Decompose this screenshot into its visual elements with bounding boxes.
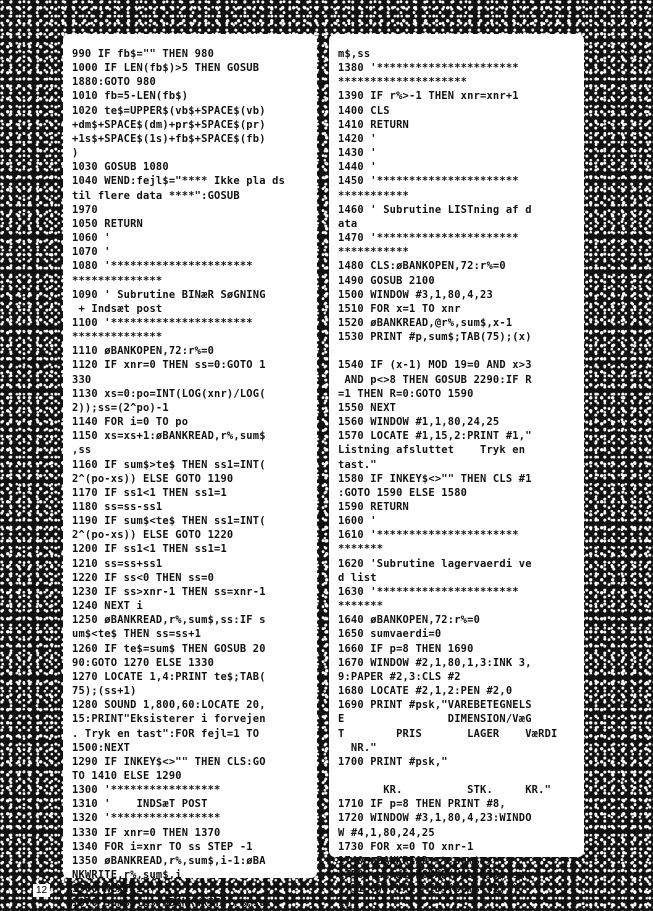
code-line: 2^(po-xs)) ELSE GOTO 1220 [72,529,234,542]
code-line: =1 THEN R=0:GOTO 1590 [338,387,474,400]
code-line: 1200 IF ss1<1 THEN ss1=1 [72,543,227,556]
code-line: :GOTO 1590 ELSE 1580 [338,486,468,499]
code-line: 1040 WEND:fejl$="**** Ikke pla ds [72,175,286,188]
code-line: 1110 øBANKOPEN,72:r%=0 [72,345,215,358]
code-line: um$<te$ THEN ss=ss+1 [72,628,202,641]
code-line: 1300 '***************** [72,784,221,797]
code-line: 1030 GOSUB 1080 [72,161,169,174]
code-line: AND p<>8 THEN GOSUB 2290:IF R [338,373,532,386]
code-line: 1240 NEXT i [72,600,144,613]
code-line: 1180 ss=ss-ss1 [72,501,163,513]
code-line: 990 IF fb$="" THEN 980 [72,48,215,60]
code-line: 1190 IF sum$<te$ THEN ss1=INT( [72,515,266,528]
code-line: 1620 'Subrutine lagervaerdi ve [338,557,532,570]
code-line: 1150 xs=xs+1:øBANKREAD,r%,sum$ [72,430,266,443]
code-line: 1340 FOR i=xnr TO ss STEP -1 [72,840,253,853]
right-code-listing [338,47,576,911]
code-line: 1070 ' [72,246,111,259]
code-line: *********** [338,246,410,259]
code-line: 1500 WINDOW #3,1,80,4,23 [338,288,493,301]
code-line: ******* [338,543,384,556]
code-line: 1560 WINDOW #1,1,80,24,25 [338,416,500,429]
code-line: 1290 IF INKEY$<>"" THEN CLS:GO [72,755,266,768]
code-line: 1530 PRINT #p,sum$;TAB(75);(x) [338,331,532,344]
code-line: 1570 LOCATE #1,15,2:PRINT #1," [338,430,532,443]
code-line: 1510 FOR x=1 TO xnr [338,302,461,315]
code-line: T PRIS LAGER VæRDI [338,727,558,740]
code-line: 1880:GOTO 980 [72,76,156,89]
code-line: 1330 IF xnr=0 THEN 1370 [72,826,221,839]
code-line: 1690 PRINT #psk,"VAREBETEGNELS [338,699,532,712]
code-line: . Tryk en tast":FOR fejl=1 TO [72,727,260,740]
code-line: 1380 '********************** [338,62,519,75]
code-line: 1410 RETURN [338,118,410,131]
code-line: ,ss [72,444,92,457]
code-line: 1430 ' [338,147,377,160]
code-line: 1720 WINDOW #3,1,80,4,23:WINDO [338,812,532,825]
code-line: 1090 ' Subrutine BINæR SøGNING [72,288,266,301]
code-line: 1260 IF te$=sum$ THEN GOSUB 20 [72,642,266,655]
code-line: $,51,8))*VAL(MID$(sum$,61,5)), [338,883,532,896]
code-line: 2^(po-xs)) ELSE GOTO 1190 [72,472,234,485]
code-line: 1050 RETURN [72,217,144,230]
code-line: 1650 sumvaerdi=0 [338,628,442,641]
code-line: 1600 ' [338,515,377,528]
code-line: ******* [338,600,384,613]
code-line: 1350 øBANKREAD,r%,sum$,i-1:øBA [72,854,266,867]
code-line: 1610 '********************** [338,529,519,542]
code-line: 1710 IF p=8 THEN PRINT #8, [338,798,506,811]
code-line: 1000 IF LEN(fb$)>5 THEN GOSUB [72,62,260,75]
code-line: ******************** [338,76,468,89]
code-line: 1210 ss=ss+ss1 [72,557,163,570]
code-line: 75);(ss+1) [72,685,137,698]
code-line: ata [338,217,358,230]
code-line: 1360 NEXT i [72,883,144,896]
code-line: 330 [72,373,92,386]
code-line: 1130 xs=0:po=INT(LOG(xnr)/LOG( [72,387,266,400]
code-line: 1480 CLS:øBANKOPEN,72:r%=0 [338,260,506,273]
code-line: 1270 LOCATE 1,4:PRINT te$;TAB( [72,670,266,683]
code-line: 1590 RETURN [338,501,410,513]
code-line: +1s$+SPACE$(1s)+fb$+SPACE$(fb) [72,132,266,145]
code-line: + Indsæt post [72,302,163,315]
code-line: 1140 FOR i=0 TO po [72,416,189,429]
code-line: d list [338,571,377,584]
code-line: 1500:NEXT [72,741,131,754]
code-line: 1540 IF (x-1) MOD 19=0 AND x>3 [338,359,532,372]
code-line: 1370 sum$=te$:øBANKWRITE,r%,su [72,897,266,910]
code-line: 2));ss=(2^po)-1 [72,401,169,414]
code-line: 15:PRINT"Eksisterer i forvejen [72,713,266,726]
code-line: 1220 IF ss<0 THEN ss=0 [72,571,215,584]
code-line: KR. STK. KR." [338,784,552,797]
code-line: +dm$+SPACE$(dm)+pr$+SPACE$(pr) [72,118,266,131]
code-line: 1970 [72,203,98,216]
code-line: 1160 IF sum$>te$ THEN ss1=INT( [72,458,266,471]
code-line: 1550 NEXT [338,401,397,414]
code-line: 1420 ' [338,132,377,145]
left-code-listing [72,47,309,911]
code-line: 1020 te$=UPPER$(vb$+SPACE$(vb) [72,104,266,117]
code-line: NKWRITE,r%,sum$,i [72,869,182,882]
code-line: 1490 GOSUB 2100 [338,274,435,287]
code-line: 1630 '********************** [338,585,519,598]
code-line: 1680 LOCATE #2,1,2:PEN #2,0 [338,685,513,698]
code-line: ************** [72,331,163,344]
code-line: 90:GOTO 1270 ELSE 1330 [72,656,215,669]
code-line: til flere data ****":GOSUB [72,189,240,202]
code-line: m$,ss [338,48,371,60]
code-line: E DIMENSION/VæG [338,713,532,726]
code-line: 1280 SOUND 1,800,60:LOCATE 20, [72,699,266,712]
page-number: 12 [33,884,50,897]
code-line: *********** [338,189,410,202]
code-line: 1730 FOR x=0 TO xnr-1 [338,840,474,853]
code-line: 1660 IF p=8 THEN 1690 [338,642,474,655]
code-line: 1100 '********************** [72,316,253,329]
code-line: 1700 PRINT #psk," [338,755,448,768]
right-code-column [329,34,584,910]
code-line: 1440 ' [338,161,377,174]
code-line: 1640 øBANKOPEN,72:r%=0 [338,614,481,627]
code-line: 1060 ' [72,232,111,245]
code-line: 1010 fb=5-LEN(fb$) [72,90,189,103]
code-line: 1390 IF r%>-1 THEN xnr=xnr+1 [338,90,519,103]
code-line: 1470 '********************** [338,232,519,245]
code-line: 1520 øBANKREAD,@r%,sum$,x-1 [338,316,513,329]
code-line: 1120 IF xnr=0 THEN ss=0:GOTO 1 [72,359,266,372]
code-line: 1580 IF INKEY$<>"" THEN CLS #1 [338,472,532,485]
code-line: 1230 IF ss>xnr-1 THEN ss=xnr-1 [72,585,266,598]
code-line: ************** [72,274,163,287]
code-line: 1320 '***************** [72,812,221,825]
code-line: TO 1410 ELSE 1290 [72,769,182,782]
code-line: 1460 ' Subrutine LISTning af d [338,203,532,216]
code-line: tast." [338,458,377,471]
code-line: 1670 WINDOW #2,1,80,1,3:INK 3, [338,656,532,669]
code-line: 1170 IF ss1<1 THEN ss1=1 [72,486,227,499]
code-line: 1450 '********************** [338,175,519,188]
code-line: 1080 '********************** [72,260,253,273]
code-line: ) [72,147,79,160]
code-line: 1400 CLS [338,104,390,117]
code-line: 1750 vaerdi=ROUND(VAL(MID$(sum [338,869,532,882]
code-line: 1310 ' INDSæT POST [72,798,208,811]
code-line: 1) [338,897,351,910]
code-line: 1740 øBANKREAD,r%,sum$,x [338,854,493,867]
code-line: NR." [338,741,377,754]
code-line: W #4,1,80,24,25 [338,826,435,839]
left-code-column [63,34,317,910]
code-line: Listning afsluttet Tryk en [338,444,526,457]
code-line: 1250 øBANKREAD,r%,sum$,ss:IF s [72,614,266,627]
code-line: 9:PAPER #2,3:CLS #2 [338,670,461,683]
